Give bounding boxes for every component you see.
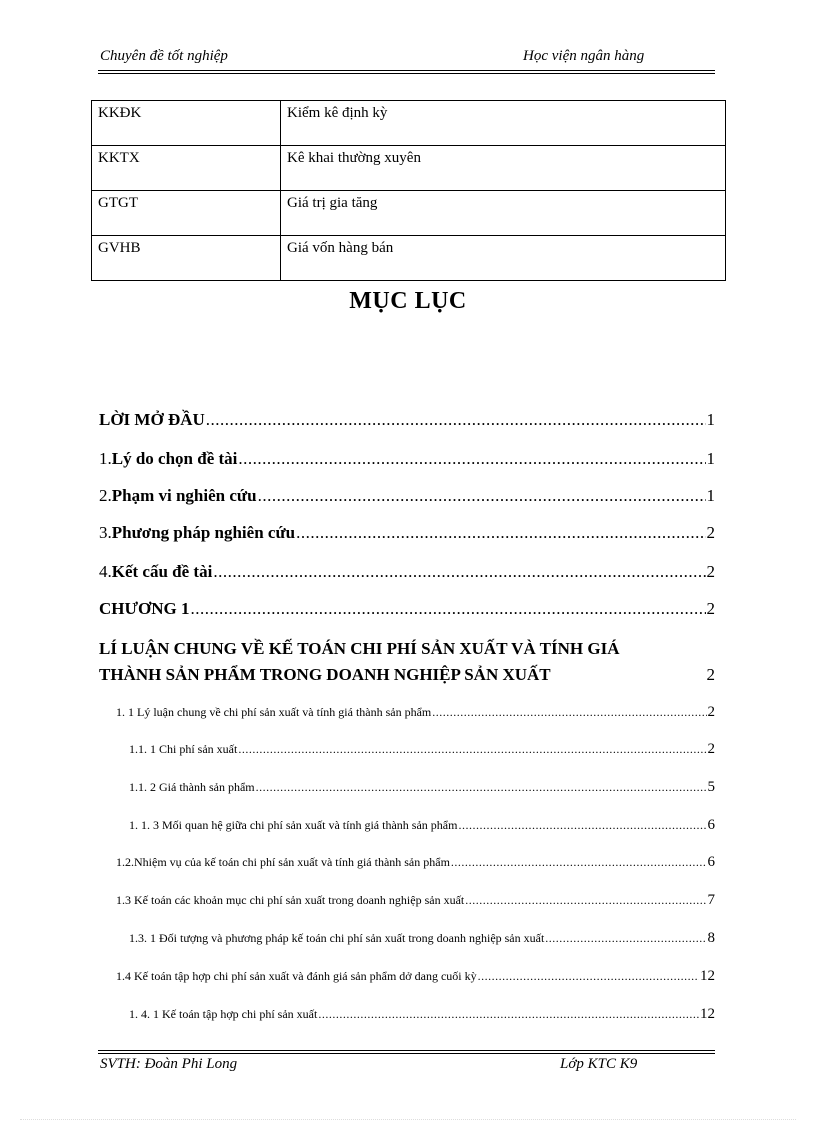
toc-leader-dots [465, 893, 706, 908]
toc-entry[interactable] [99, 410, 715, 430]
toc-entry-page: 6 [707, 854, 715, 870]
toc-title: MỤC LỤC [349, 288, 467, 314]
abbr-code: KKTX [92, 146, 281, 191]
toc-entry-page: 2 [706, 665, 715, 684]
toc-leader-dots [206, 410, 706, 430]
toc-leader-dots [451, 855, 707, 870]
table-row [92, 101, 726, 146]
toc-entry-page: 7 [707, 892, 715, 908]
toc-entry-page: 1 [706, 410, 715, 429]
toc-entry[interactable] [129, 1006, 715, 1023]
abbr-meaning: Giá trị gia tăng [281, 191, 726, 236]
toc-entry-page: 2 [706, 562, 715, 581]
toc-entry[interactable] [129, 817, 715, 834]
toc-entry-title: 1. 4. 1 Kế toán tập hợp chi phí sản xuất [129, 1007, 318, 1021]
toc-entry[interactable] [129, 779, 715, 796]
header-right-text: Học viện ngân hàng [523, 48, 645, 64]
toc-leader-dots [458, 818, 706, 833]
toc-entry-page: 1 [706, 449, 715, 468]
chapter-heading-line2: THÀNH SẢN PHẨM TRONG DOANH NGHIỆP SẢN XUẤT [99, 665, 551, 684]
toc-entry-title: 1. 1. 3 Mối quan hệ giữa chi phí sản xuất và tính giá thành sản phẩm [129, 818, 458, 832]
toc-leader-dots [213, 562, 705, 582]
table-row [92, 236, 726, 281]
abbr-meaning: Giá vốn hàng bán [281, 236, 726, 281]
table-row [92, 191, 726, 236]
toc-entry-page: 12 [700, 1006, 715, 1022]
toc-entry[interactable] [116, 892, 715, 909]
toc-entry[interactable] [99, 486, 715, 506]
toc-entry-title: 1.2.Nhiệm vụ của kế toán chi phí sản xuất và tính giá thành sản phẩm [116, 855, 450, 869]
page-header [98, 46, 715, 66]
toc-leader-dots [432, 705, 706, 720]
chapter-heading-entry[interactable] [99, 636, 715, 688]
toc-entry[interactable] [116, 704, 715, 721]
chapter-heading-line1: LÍ LUẬN CHUNG VỀ KẾ TOÁN CHI PHÍ SẢN XUẤT VÀ TÍNH GIÁ [99, 639, 620, 658]
header-rule [98, 70, 715, 74]
footer-left-text: SVTH: Đoàn Phi Long [100, 1056, 238, 1072]
toc-entry[interactable] [129, 930, 715, 947]
toc-leader-dots [238, 742, 706, 757]
abbr-code: KKĐK [92, 101, 281, 146]
toc-entry-page: 2 [706, 599, 715, 618]
toc-entry-title: 1.1. 2 Giá thành sản phẩm [129, 780, 255, 794]
toc-entry-title: 1.4 Kế toán tập hợp chi phí sản xuất và đánh giá sản phẩm dở dang cuối kỳ [116, 969, 477, 983]
toc-leader-dots [545, 931, 706, 946]
page-edge [20, 1119, 796, 1120]
toc-entry-title: LỜI MỞ ĐẦU [99, 410, 205, 429]
toc-entry-title: Phạm vi nghiên cứu [111, 486, 257, 505]
toc-entry-page: 2 [707, 741, 715, 757]
toc-entry-number: 3. [99, 523, 112, 542]
toc-entry-page: 1 [706, 486, 715, 505]
toc-entry[interactable] [99, 523, 715, 543]
toc-entry-title: 1. 1 Lý luận chung về chi phí sản xuất và tính giá thành sản phẩm [116, 705, 432, 719]
toc-leader-dots [238, 449, 705, 469]
toc-entry-page: 2 [707, 704, 715, 720]
toc-entry[interactable] [116, 968, 715, 985]
toc-entry-page: 5 [707, 779, 715, 795]
toc-entry-page: 6 [707, 817, 715, 833]
abbr-code: GTGT [92, 191, 281, 236]
toc-leader-dots [478, 969, 699, 984]
toc-entry-title: CHƯƠNG 1 [99, 599, 190, 618]
toc-entry[interactable] [116, 854, 715, 871]
abbr-meaning: Kê khai thường xuyên [281, 146, 726, 191]
header-left-text: Chuyên đề tốt nghiệp [100, 48, 228, 64]
toc-entry[interactable] [99, 449, 715, 469]
toc-entry-page: 12 [700, 968, 715, 984]
abbr-meaning: Kiểm kê định kỳ [281, 101, 726, 146]
footer-rule [98, 1050, 715, 1054]
toc-entry[interactable] [129, 741, 715, 758]
toc-leader-dots [191, 599, 706, 619]
toc-entry-page: 8 [707, 930, 715, 946]
table-row [92, 146, 726, 191]
toc-leader-dots [256, 780, 707, 795]
toc-entry-title: 1.3 Kế toán các khoản mục chi phí sản xuất trong doanh nghiệp sản xuất [116, 893, 465, 907]
footer-right-text: Lớp KTC K9 [560, 1056, 638, 1072]
toc-entry-number: 2. [99, 486, 112, 505]
toc-entry[interactable] [99, 599, 715, 619]
chapter-heading-line2-row [99, 662, 715, 688]
toc-leader-dots [318, 1007, 699, 1022]
toc-entry-title: 1.1. 1 Chi phí sản xuất [129, 742, 238, 756]
toc-entry-title: 1.3. 1 Đối tượng và phương pháp kế toán chi phí sản xuất trong doanh nghiệp sản xuất [129, 931, 545, 945]
toc-entry-title: Lý do chọn đề tài [111, 449, 238, 468]
toc-entry-number: 4. [99, 562, 112, 581]
abbr-code: GVHB [92, 236, 281, 281]
toc-entry-title: Kết cấu đề tài [111, 562, 213, 581]
toc-entry-page: 2 [706, 523, 715, 542]
toc-leader-dots [258, 486, 706, 506]
toc-leader-dots [296, 523, 705, 543]
abbreviation-table [91, 100, 726, 281]
toc-entry[interactable] [99, 562, 715, 582]
toc-entry-number: 1. [99, 449, 112, 468]
toc-entry-title: Phương pháp nghiên cứu [111, 523, 296, 542]
